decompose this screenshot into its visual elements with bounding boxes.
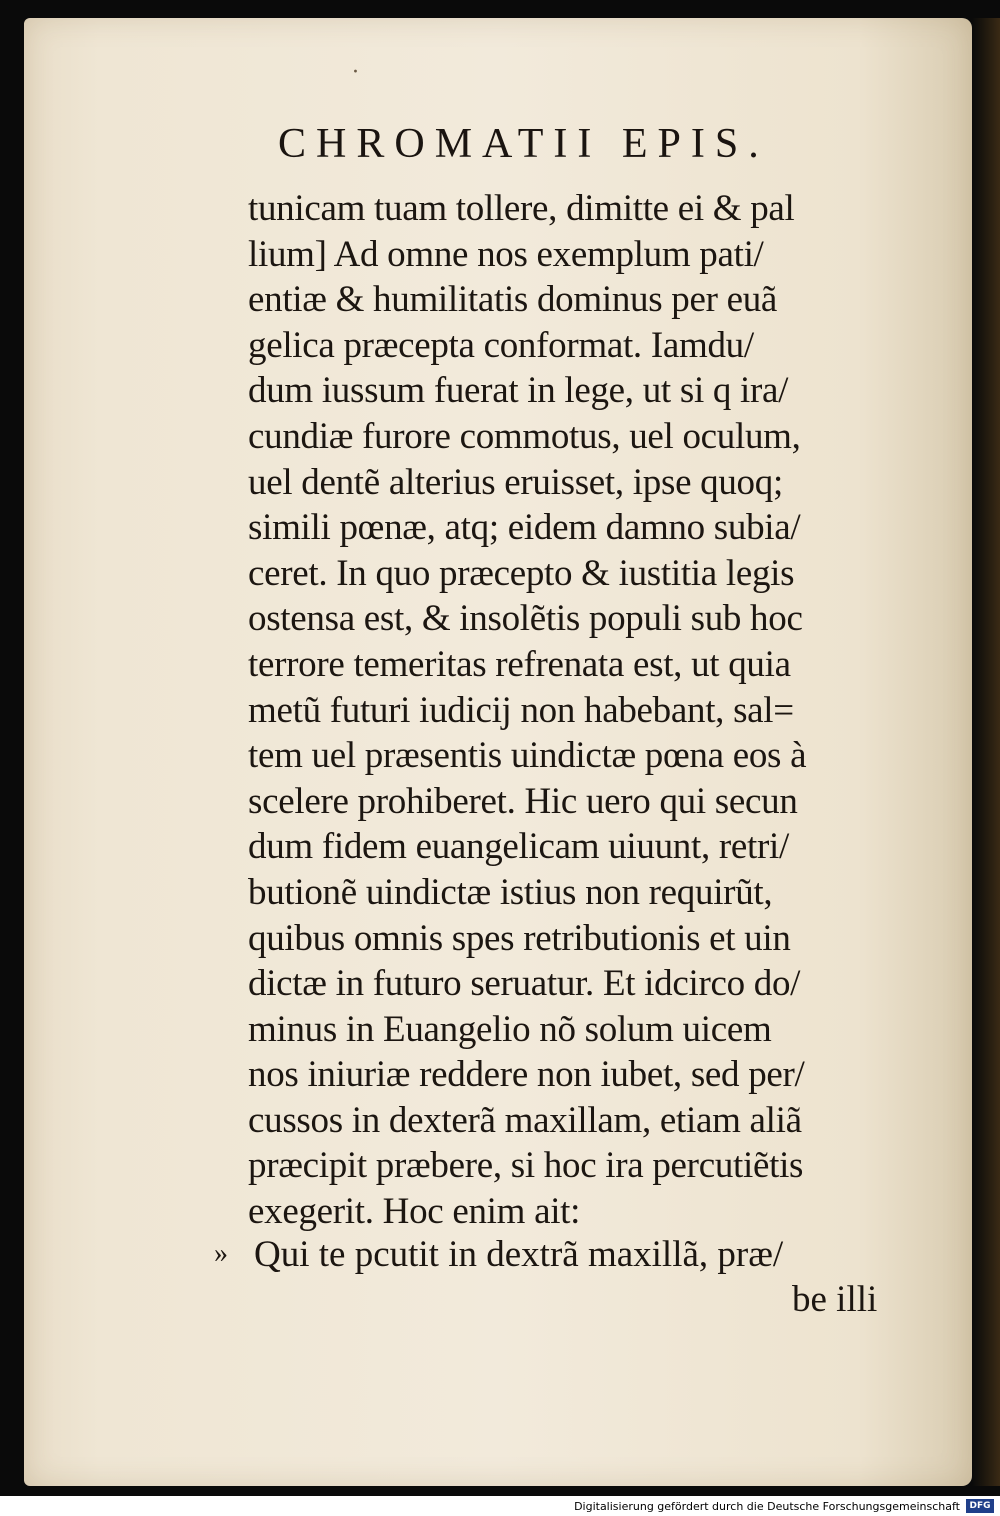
text-line: quibus omnis spes retributionis et uin — [248, 917, 791, 959]
footer-bar — [0, 1496, 1000, 1516]
text-line: ceret. In quo præcepto & iustitia legis — [248, 552, 795, 594]
text-line: metũ futuri iudicij non habebant, sal= — [248, 689, 794, 731]
text-line: entiæ & humilitatis dominus per euã — [248, 279, 778, 321]
page-edge-shadow — [972, 18, 1000, 1486]
running-head: CHROMATII EPIS. — [278, 121, 769, 167]
text-line: dum iussum fuerat in lege, ut si q ira/ — [248, 370, 789, 412]
text-line: dum fidem euangelicam uiuunt, retri/ — [248, 826, 789, 868]
text-line: tunicam tuam tollere, dimitte ei & pal — [248, 188, 795, 229]
text-line: terrore temeritas refrenata est, ut quia — [248, 643, 791, 685]
text-line: scelere prohiberet. Hic uero qui secun — [248, 780, 798, 822]
text-line: lium] Ad omne nos exemplum pati/ — [248, 233, 764, 275]
text-line: gelica præcepta conformat. Iamdu/ — [248, 324, 754, 366]
text-line: butionẽ uindictæ istius non requirũt, — [248, 871, 773, 913]
body-text — [248, 186, 908, 1235]
quote-marker: » — [214, 1238, 228, 1269]
text-line: minus in Euangelio nõ solum uicem — [248, 1008, 772, 1050]
text-line: cundiæ furore commotus, uel oculum, — [248, 415, 801, 457]
text-line: præcipit præbere, si hoc ira percutiẽtis — [248, 1145, 804, 1187]
text-line: dictæ in futuro seruatur. Et idcirco do/ — [248, 963, 801, 1005]
text-line: exegerit. Hoc enim ait: — [248, 1191, 581, 1233]
footer-credit: Digitalisierung gefördert durch die Deutsche Forschungsgemeinschaft — [574, 1500, 960, 1513]
text-line: ostensa est, & insolẽtis populi sub hoc — [248, 598, 803, 640]
quotation-text: Qui te pcutit in dextrã maxillã, præ/ — [254, 1234, 784, 1275]
text-line: cussos in dexterã maxillam, etiam aliã — [248, 1099, 802, 1141]
text-line: simili pœnæ, atq; eidem damno subia/ — [248, 507, 801, 549]
catchword: be illi — [792, 1279, 878, 1320]
text-line: tem uel præsentis uindictæ pœna eos à — [248, 735, 807, 777]
text-line: uel dentẽ alterius eruisset, ipse quoq; — [248, 461, 783, 503]
text-line: nos iniuriæ reddere non iubet, sed per/ — [248, 1054, 805, 1096]
ink-mark: · — [352, 60, 359, 85]
quotation-line — [214, 1233, 783, 1276]
dfg-logo: DFG — [966, 1499, 994, 1513]
